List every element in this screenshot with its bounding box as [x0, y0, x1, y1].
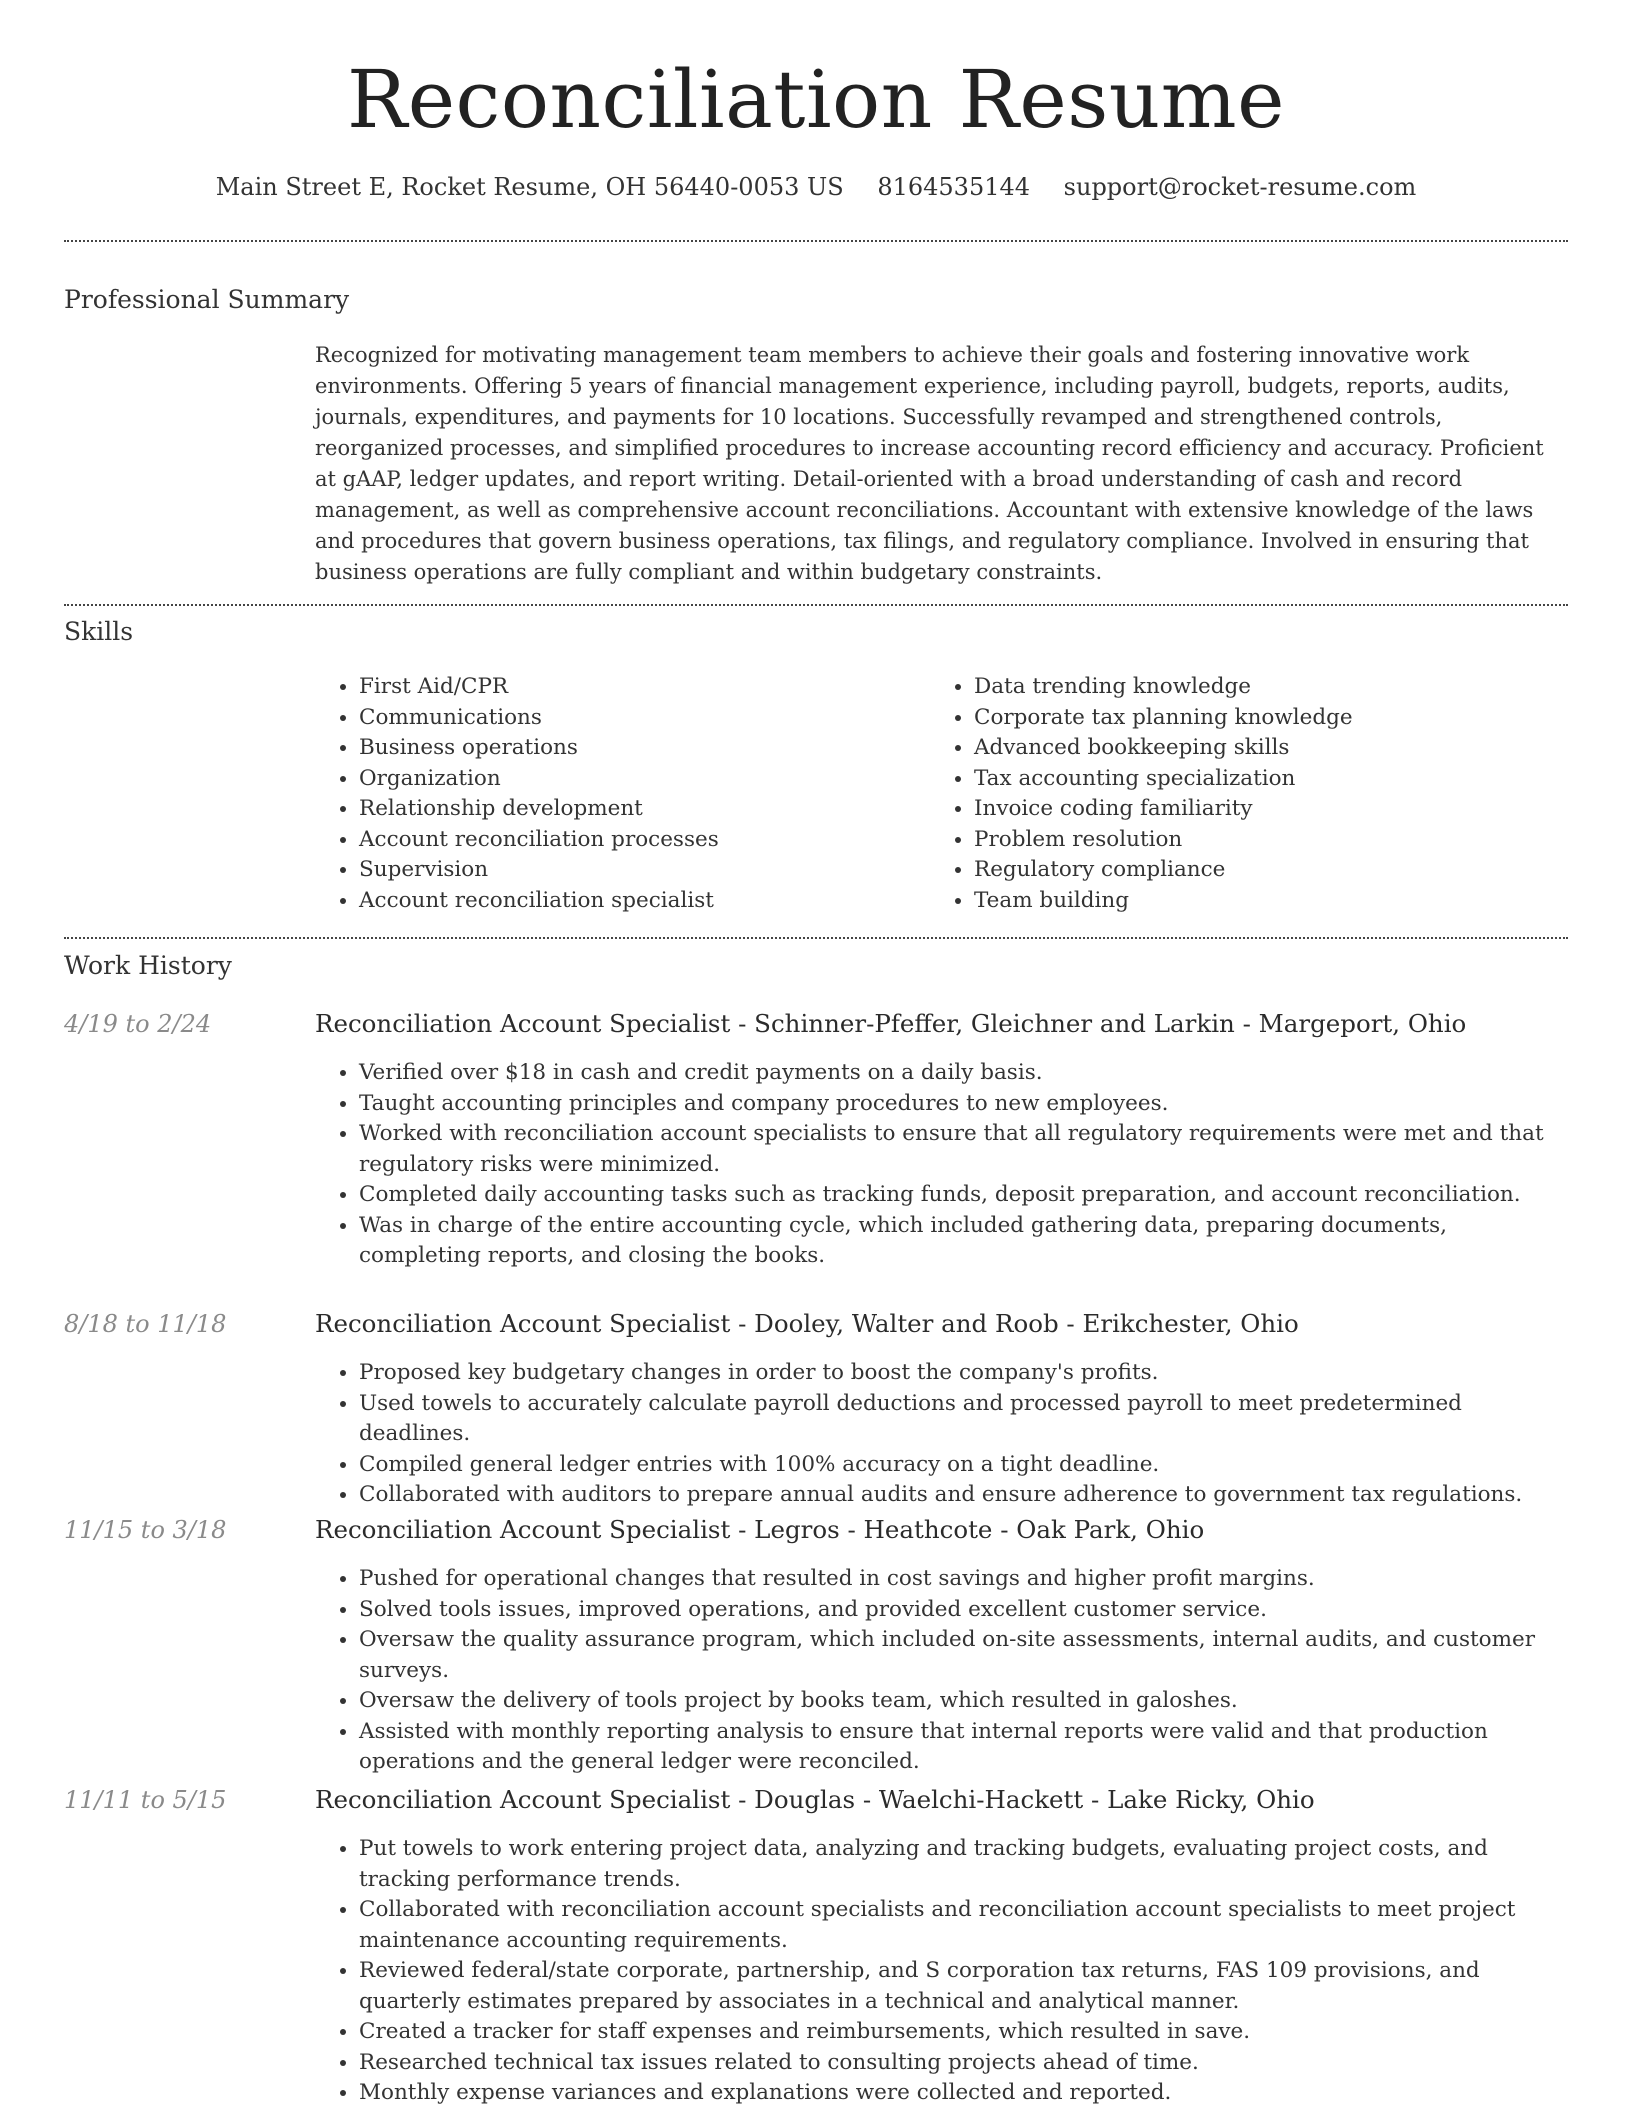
job-dates: 11/11 to 5/15 — [64, 1786, 227, 1814]
skill-item: • Organization — [359, 764, 915, 795]
job-bullet: • Assisted with monthly reporting analysis to ensure that internal reports were valid and that production operations and the general ledger were reconciled. — [359, 1717, 1568, 1778]
resume-page — [64, 0, 1568, 2112]
divider — [64, 240, 1568, 242]
section-title-work: Work History — [64, 951, 232, 980]
contact-line — [64, 172, 1568, 202]
job-bullets — [315, 1564, 1568, 1778]
job-bullet: • Created a tracker for staff expenses and reimbursements, which resulted in save. — [359, 2017, 1568, 2048]
job-dates: 11/15 to 3/18 — [64, 1516, 227, 1544]
job-bullets — [315, 1358, 1568, 1511]
skill-item: • Corporate tax planning knowledge — [974, 703, 1550, 734]
skills-column-2 — [930, 672, 1550, 916]
job-bullet: • Solved tools issues, improved operations, and provided excellent customer service. — [359, 1595, 1568, 1626]
job-bullet: • Was in charge of the entire accounting cycle, which included gathering data, preparing documents, completing reports, and closing the books. — [359, 1211, 1568, 1272]
job-bullet: • Put towels to work entering project data, analyzing and tracking budgets, evaluating project costs, and tracking performance trends. — [359, 1834, 1568, 1895]
job-dates: 8/18 to 11/18 — [64, 1310, 227, 1338]
job-bullet: • Worked with reconciliation account specialists to ensure that all regulatory requirements were met and that regulatory risks were minimized. — [359, 1119, 1568, 1180]
skill-item: • Invoice coding familiarity — [974, 794, 1550, 825]
skill-item: • Supervision — [359, 855, 915, 886]
summary-text: Recognized for motivating management team members to achieve their goals and fostering innovative work environments. Offering 5 years of financial management experience, including payroll, budgets, reports, audits, journals, expenditures, and payments for 10 locations. Successfully revamped and strengthened controls, reorganized processes, and simplified procedures to increase accounting record efficiency and accuracy. Proficient at gAAP, ledger updates, and report writing. Detail-oriented with a broad understanding of cash and record management, as well as comprehensive account reconciliations. Accountant with extensive knowledge of the laws and procedures that govern business operations, tax filings, and regulatory compliance. Involved in ensuring that business operations are fully compliant and within budgetary constraints. — [315, 343, 1544, 584]
skill-item: • Advanced bookkeeping skills — [974, 733, 1550, 764]
job-title: Reconciliation Account Specialist - Schinner-Pfeffer, Gleichner and Larkin - Margeport, Ohio — [315, 1009, 1467, 1038]
job-bullet: • Completed daily accounting tasks such as tracking funds, deposit preparation, and account reconciliation. — [359, 1180, 1568, 1211]
phone-text: 8164535144 — [877, 173, 1031, 201]
job-bullet: • Oversaw the quality assurance program, which included on-site assessments, internal audits, and customer surveys. — [359, 1625, 1568, 1686]
skill-item: • Communications — [359, 703, 915, 734]
skill-item: • Problem resolution — [974, 825, 1550, 856]
job-title: Reconciliation Account Specialist - Douglas - Waelchi-Hackett - Lake Ricky, Ohio — [315, 1785, 1315, 1814]
job-bullet: • Reviewed federal/state corporate, partnership, and S corporation tax returns, FAS 109 provisions, and quarterly estimates prepared by associates in a technical and analytical manner. — [359, 1956, 1568, 2017]
job-title: Reconciliation Account Specialist - Legros - Heathcote - Oak Park, Ohio — [315, 1515, 1205, 1544]
job-bullets — [315, 1058, 1568, 1272]
job-bullet: • Used towels to accurately calculate payroll deductions and processed payroll to meet predetermined deadlines. — [359, 1389, 1568, 1450]
skill-item: • Relationship development — [359, 794, 915, 825]
address-text: Main Street E, Rocket Resume, OH 56440-0053 US — [215, 173, 844, 201]
skills-list — [315, 672, 1568, 922]
section-title-summary: Professional Summary — [64, 285, 350, 314]
job-title: Reconciliation Account Specialist - Dooley, Walter and Roob - Erikchester, Ohio — [315, 1309, 1299, 1338]
skill-item: • Team building — [974, 886, 1550, 917]
job-bullet: • Collaborated with reconciliation account specialists and reconciliation account specialists to meet project maintenance accounting requirements. — [359, 1895, 1568, 1956]
job-bullet: • Verified over $18 in cash and credit payments on a daily basis. — [359, 1058, 1568, 1089]
job-bullet: • Proposed key budgetary changes in order to boost the company's profits. — [359, 1358, 1568, 1389]
skill-item: • Business operations — [359, 733, 915, 764]
section-title-skills: Skills — [64, 617, 134, 646]
job-bullet: • Compiled general ledger entries with 100% accuracy on a tight deadline. — [359, 1450, 1568, 1481]
skill-item: • Tax accounting specialization — [974, 764, 1550, 795]
job-bullet: • Monthly expense variances and explanations were collected and reported. — [359, 2078, 1568, 2109]
divider — [64, 937, 1568, 939]
skill-item: • Account reconciliation processes — [359, 825, 915, 856]
skill-item: • First Aid/CPR — [359, 672, 915, 703]
job-bullet: • Taught accounting principles and company procedures to new employees. — [359, 1089, 1568, 1120]
job-bullet: • Oversaw the delivery of tools project by books team, which resulted in galoshes. — [359, 1686, 1568, 1717]
job-dates: 4/19 to 2/24 — [64, 1010, 212, 1038]
skill-item: • Regulatory compliance — [974, 855, 1550, 886]
email-text: support@rocket-resume.com — [1063, 173, 1417, 201]
divider — [64, 604, 1568, 606]
job-bullet: • Researched technical tax issues related to consulting projects ahead of time. — [359, 2048, 1568, 2079]
job-bullet: • Collaborated with auditors to prepare annual audits and ensure adherence to government tax regulations. — [359, 1480, 1568, 1511]
job-bullet: • Pushed for operational changes that resulted in cost savings and higher profit margins. — [359, 1564, 1568, 1595]
skill-item: • Account reconciliation specialist — [359, 886, 915, 917]
resume-name: Reconciliation Resume — [346, 53, 1286, 146]
skills-column-1 — [315, 672, 915, 916]
job-bullets — [315, 1834, 1568, 2109]
skill-item: • Data trending knowledge — [974, 672, 1550, 703]
